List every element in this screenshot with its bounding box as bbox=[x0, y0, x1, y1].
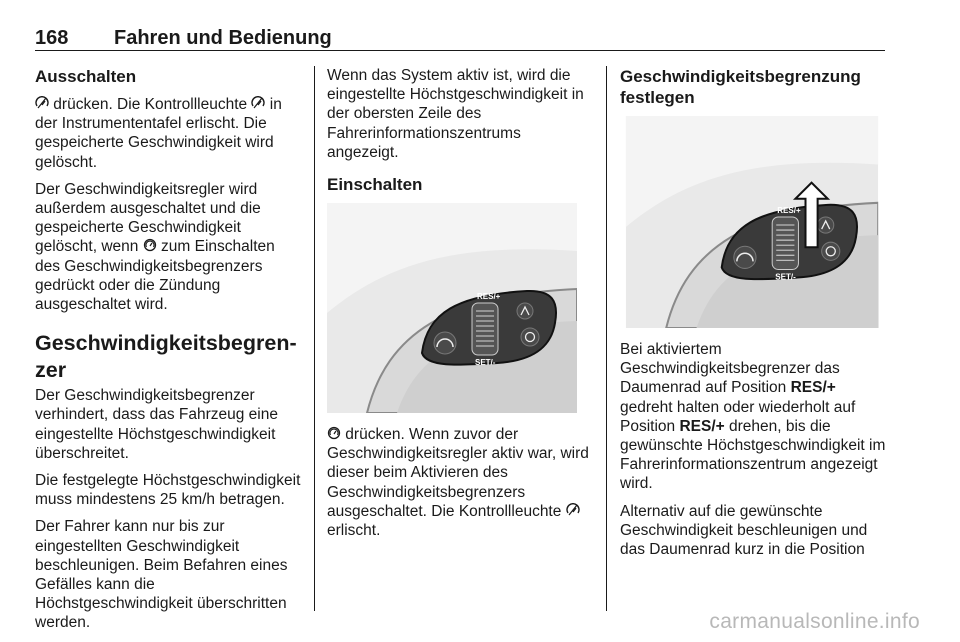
figure-label-set: SET/- bbox=[775, 272, 796, 282]
heading-festlegen: Geschwindigkeitsbegrenzung festlegen bbox=[620, 67, 861, 107]
speed-limiter-icon bbox=[327, 426, 341, 440]
heading-geschwindigkeitsbegrenzer: Geschwindigkeitsbegren-zer bbox=[35, 331, 297, 383]
column-divider bbox=[606, 66, 607, 611]
cruise-control-icon bbox=[251, 96, 265, 110]
column-2 bbox=[327, 66, 595, 548]
figure-label-res: RES/+ bbox=[777, 205, 801, 215]
watermark: carmanualsonline.info bbox=[709, 610, 920, 633]
paragraph: Der Geschwindigkeitsbegrenzer verhindert, dass das Fahrzeug eine eingestellte Höchstgeschwindigkeit überschreitet. bbox=[35, 387, 278, 462]
steering-wheel-controls-figure bbox=[327, 203, 577, 413]
figure-label-res: RES/+ bbox=[477, 292, 501, 302]
paragraph: Der Geschwindigkeitsregler wird außerdem ausgeschaltet und die gespeicherte Geschwindigkeit gelöscht, wenn zum Einschalten des Geschwindigkeitsbegrenzers gedrückt oder die Zündung ausgeschaltet wird. bbox=[35, 180, 275, 314]
figure-label-set: SET/- bbox=[475, 358, 496, 368]
column-3 bbox=[620, 66, 888, 567]
paragraph: drücken. Die Kontrollleuchte in der Instrumententafel erlischt. Die gespeicherte Geschwindigkeit wird gelöscht. bbox=[35, 96, 282, 171]
page-header bbox=[35, 26, 885, 51]
paragraph: Alternativ auf die gewünschte Geschwindigkeit beschleunigen und das Daumenrad kurz in die Position bbox=[620, 502, 868, 559]
paragraph: drücken. Wenn zuvor der Geschwindigkeitsregler aktiv war, wird dieser beim Aktivieren des Geschwindigkeitsbegrenzers ausgeschaltet. Die Kontrollleuchte erlischt. bbox=[327, 426, 589, 540]
paragraph: Bei aktiviertem Geschwindigkeitsbegrenzer das Daumenrad auf Position RES/+ gedreht halten oder wiederholt auf Position RES/+ drehen, bis die gewünschte Höchstgeschwindigkeit im Fahrerinformationszentrum angezeigt wird. bbox=[620, 341, 886, 493]
column-divider bbox=[314, 66, 315, 611]
heading-ausschalten: Ausschalten bbox=[35, 67, 137, 86]
paragraph: Die festgelegte Höchstgeschwindigkeit muss mindestens 25 km/h betragen. bbox=[35, 472, 301, 509]
paragraph: Der Fahrer kann nur bis zur eingestellten Geschwindigkeit beschleunigen. Beim Befahren eines Gefälles kann die Höchstgeschwindigkeit überschritten werden. bbox=[35, 518, 288, 632]
cruise-control-icon bbox=[35, 96, 49, 110]
column-1 bbox=[35, 66, 303, 641]
thumbwheel-figure bbox=[620, 116, 884, 328]
paragraph: Wenn das System aktiv ist, wird die eingestellte Höchstgeschwindigkeit in der obersten Zeile des Fahrerinformationszentrums angezeigt. bbox=[327, 67, 584, 161]
page-number: 168 bbox=[35, 27, 69, 49]
speed-limiter-icon bbox=[143, 238, 157, 252]
cruise-control-icon bbox=[566, 503, 580, 517]
heading-einschalten: Einschalten bbox=[327, 175, 423, 195]
running-title: Fahren und Bedienung bbox=[114, 27, 332, 49]
